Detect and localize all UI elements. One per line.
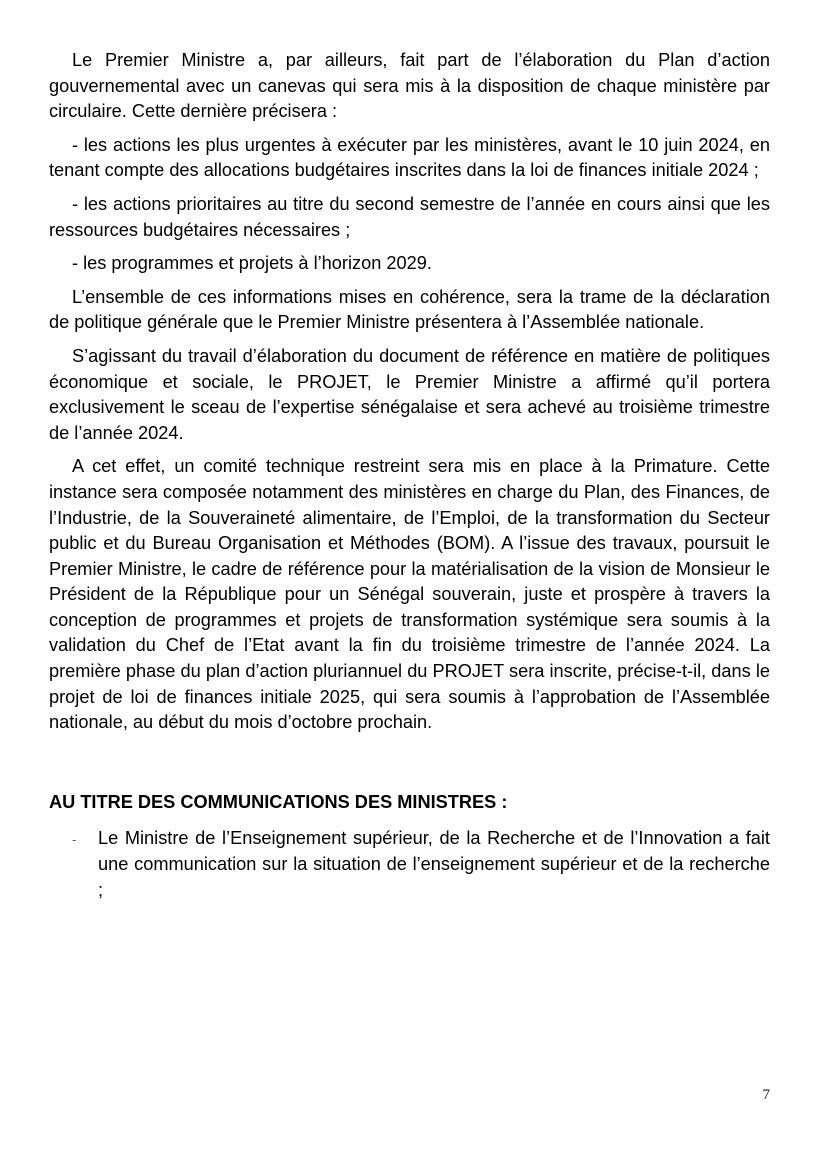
communications-list xyxy=(49,826,770,903)
dash-bullet-icon: - xyxy=(72,832,77,848)
paragraph-comite-technique: A cet effet, un comité technique restreint sera mis en place à la Primature. Cette instance sera composée notamment des ministères en charge du Plan, des Finances, de l’Industrie, de la Souveraineté alimentaire, de l’Emploi, de la transformation du Secteur public et du Bureau Organisation et Méthodes (BOM). A l’issue des travaux, poursuit le Premier Ministre, le cadre de référence pour la matérialisation de la vision de Monsieur le Président de la République pour un Sénégal souverain, juste et prospère à travers la conception de programmes et projets de transformation systémique sera soumis à la validation du Chef de l’Etat avant la fin du troisième trimestre de l’année 2024. La première phase du plan d’action pluriannuel du PROJET sera inscrite, précise-t-il, dans le projet de loi de finances initiale 2025, qui sera soumis à l’approbation de l’Assemblée nationale, au début du mois d’octobre prochain. xyxy=(49,456,770,733)
list-item xyxy=(72,826,770,903)
paragraph-ensemble-informations: L’ensemble de ces informations mises en cohérence, sera la trame de la déclaration de politique générale que le Premier Ministre présentera à l’Assemblée nationale. xyxy=(49,286,770,333)
paragraph-plan-action: Le Premier Ministre a, par ailleurs, fait part de l’élaboration du Plan d’action gouvernemental avec un canevas qui sera mis à la disposition de chaque ministère par circulaire. Cette dernière précisera : xyxy=(49,50,770,122)
heading-bottom-spacer xyxy=(49,815,770,826)
section-spacer xyxy=(49,744,770,790)
section-heading-communications: AU TITRE DES COMMUNICATIONS DES MINISTRES : xyxy=(49,791,508,812)
dash-item-actions-urgentes: - les actions les plus urgentes à exécuter par les ministères, avant le 10 juin 2024, en tenant compte des allocations budgétaires inscrites dans la loi de finances initiale 2024 ; xyxy=(49,134,770,181)
dash-item-programmes-projets: - les programmes et projets à l’horizon 2029. xyxy=(72,253,432,274)
dash-item-actions-prioritaires: - les actions prioritaires au titre du second semestre de l’année en cours ainsi que les ressources budgétaires nécessaires ; xyxy=(49,193,770,240)
paragraph-sagissant-projet: S’agissant du travail d’élaboration du document de référence en matière de politiques économique et sociale, le PROJET, le Premier Ministre a affirmé qu’il portera exclusivement le sceau de l’expertise sénégalaise et sera achevé au troisième trimestre de l’année 2024. xyxy=(49,345,770,443)
page-number: 7 xyxy=(762,1087,770,1103)
page-content xyxy=(49,48,770,903)
list-item-label: Le Ministre de l’Enseignement supérieur, de la Recherche et de l’Innovation a fait une communication sur la situation de l’enseignement supérieur et de la recherche ; xyxy=(98,828,770,900)
